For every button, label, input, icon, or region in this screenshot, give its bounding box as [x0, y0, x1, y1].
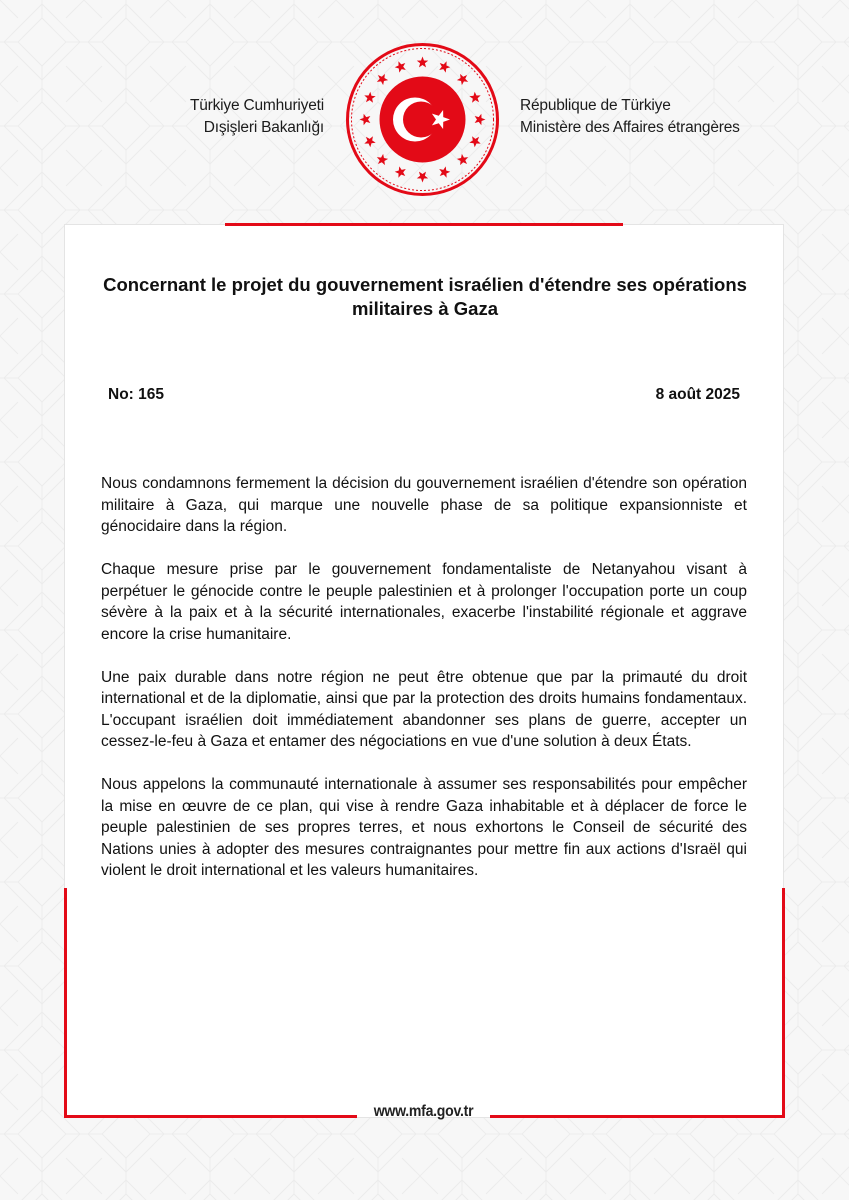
- document-title: Concernant le projet du gouvernement israélien d'étendre ses opérations militaires à Gaza: [103, 274, 747, 319]
- document-date: 8 août 2025: [655, 386, 740, 403]
- header-left-line2: Dışişleri Bakanlığı: [203, 119, 324, 136]
- emblem-small-star: [377, 154, 388, 165]
- website-link[interactable]: www.mfa.gov.tr: [373, 1103, 474, 1120]
- emblem-small-star: [439, 166, 450, 177]
- emblem-small-star: [475, 114, 486, 125]
- emblem-small-star: [457, 74, 468, 85]
- paragraph: Nous appelons la communauté internationale à assumer ses responsabilités pour empêcher la mise en œuvre de ce plan, qui vise à rendre Gaza inhabitable et à déplacer de force le peuple palestinien de ses propres terres, et nous exhortons le Conseil de sécurité des Nations unies à adopter des mesures contraignantes pour mettre fin aux actions d'Israël qui violent le droit international et les valeurs humanitaires.: [101, 776, 747, 879]
- ministry-name-turkish: [190, 95, 324, 139]
- paragraph: Une paix durable dans notre région ne peut être obtenue que par la primauté du droit international et de la diplomatie, ainsi que par la protection des droits humains fondamentaux. L'occupant israélien doit immédiatement abandonner ses plans de guerre, accepter un cessez-le-feu à Gaza et entamer des négociations en vue d'une solution à deux États.: [101, 668, 747, 750]
- emblem-small-star: [395, 61, 406, 72]
- emblem-small-star: [377, 74, 388, 85]
- paragraph: Chaque mesure prise par le gouvernement fondamentaliste de Netanyahou visant à perpétuer le génocide contre le peuple palestinien et à prolonger l'occupation porte un coup sévère à la paix et à la sécurité internationales, exacerbe l'instabilité régionale et aggrave encore la crise humanitaire.: [101, 561, 747, 643]
- emblem-small-star: [457, 154, 468, 165]
- emblem-small-star: [417, 57, 428, 68]
- emblem-small-star: [395, 166, 406, 177]
- header-right-line2: Ministère des Affaires étrangères: [520, 119, 740, 136]
- red-accent-bottom-left: [64, 1115, 357, 1118]
- emblem-small-star: [417, 172, 428, 183]
- emblem-small-star: [469, 92, 480, 103]
- red-accent-bottom-right: [490, 1115, 785, 1118]
- red-accent-left: [64, 888, 67, 1118]
- header-left-line1: Türkiye Cumhuriyeti: [189, 97, 324, 114]
- document-number: No: 165: [108, 386, 164, 403]
- emblem-small-star: [364, 92, 375, 103]
- red-accent-right: [782, 888, 785, 1118]
- red-accent-top: [225, 223, 623, 226]
- emblem-small-star: [360, 114, 371, 125]
- emblem-small-star: [469, 136, 480, 147]
- emblem-small-star: [364, 136, 375, 147]
- document-body: [101, 473, 747, 903]
- header-right-line1: République de Türkiye: [520, 97, 671, 114]
- ministry-name-french: [520, 95, 740, 139]
- turkish-crescent-star-emblem-icon: [345, 42, 500, 197]
- emblem-small-star: [439, 61, 450, 72]
- paragraph: Nous condamnons fermement la décision du gouvernement israélien d'étendre son opération militaire à Gaza, qui marque une nouvelle phase de sa politique expansionniste et génocidaire dans la région.: [101, 475, 747, 535]
